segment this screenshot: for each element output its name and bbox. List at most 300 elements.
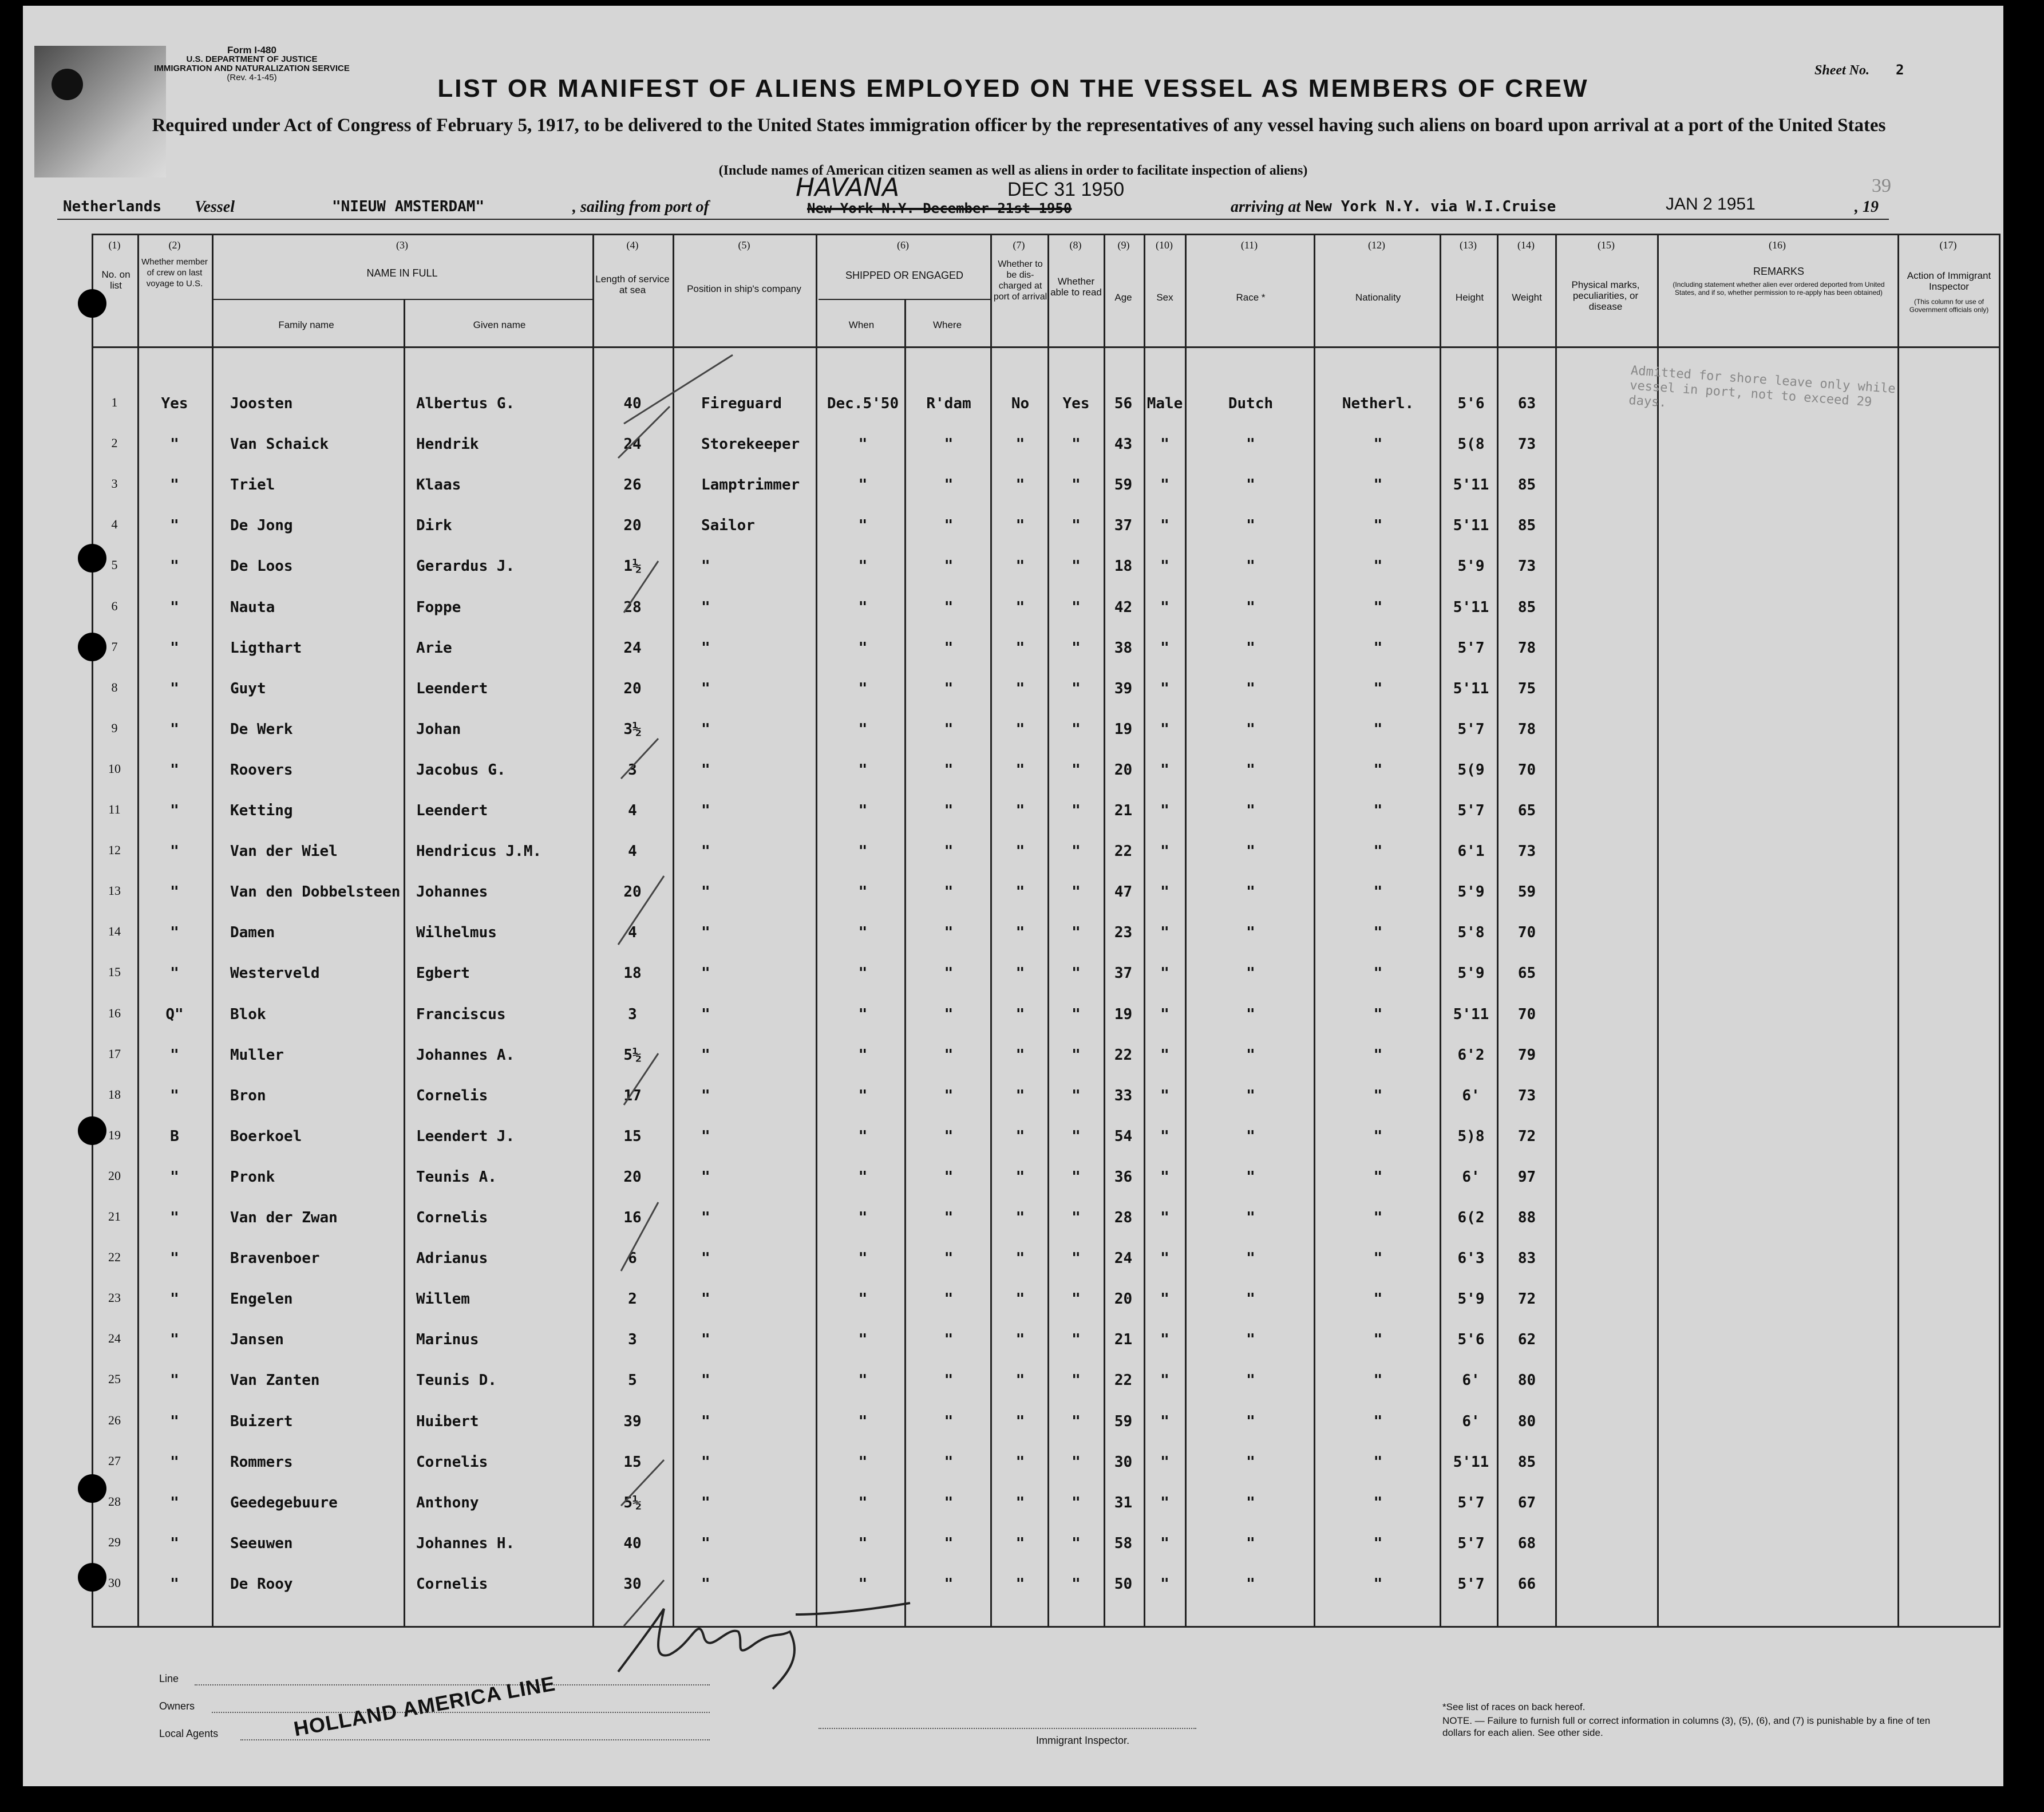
row-no: 13 — [108, 883, 121, 898]
row-race: " — [1246, 1534, 1255, 1552]
row-shipped-where: " — [944, 1087, 954, 1104]
row-shipped-when: " — [858, 639, 868, 657]
row-weight: 66 — [1517, 1575, 1536, 1593]
footer-owners-label: Owners — [159, 1700, 195, 1712]
row-sex: " — [1160, 1412, 1169, 1430]
row-discharged: " — [1015, 843, 1025, 860]
row-read: " — [1072, 1087, 1081, 1104]
row-given-name: Foppe — [416, 598, 461, 616]
row-shipped-when: Dec.5'50 — [827, 395, 899, 412]
row-discharged: " — [1015, 1127, 1025, 1145]
row-shipped-when: " — [858, 598, 868, 616]
row-sex: " — [1160, 436, 1169, 453]
row-no: 20 — [108, 1168, 121, 1183]
remarks-stamp: Admitted for shore leave only while vessel in port, not to exceed 29 days. — [1628, 364, 1896, 410]
row-family-name: Blok — [230, 1005, 266, 1023]
row-no: 8 — [111, 680, 118, 694]
row-discharged: " — [1015, 1168, 1025, 1186]
row-nationality: " — [1373, 1209, 1383, 1226]
row-service: 20 — [623, 1168, 642, 1186]
footer-agents-dots — [240, 1739, 710, 1740]
sheet-number-value: 2 — [1896, 62, 1904, 78]
row-given-name: Adrianus — [416, 1250, 488, 1268]
row-shipped-when: " — [858, 965, 868, 982]
row-position: Sailor — [701, 517, 755, 535]
row-sex: " — [1160, 1087, 1169, 1104]
row-discharged: " — [1015, 1534, 1025, 1552]
row-height: 5'11 — [1453, 680, 1489, 697]
row-nationality: " — [1373, 1290, 1383, 1308]
row-shipped-where: " — [944, 598, 954, 616]
row-position: Lamptrimmer — [701, 476, 800, 494]
row-no: 15 — [108, 965, 121, 980]
row-age: 30 — [1114, 1453, 1133, 1471]
row-sex: " — [1160, 924, 1169, 942]
hdr-shipped-where: Where — [932, 319, 962, 330]
row-race: " — [1246, 1127, 1255, 1145]
hdr-remarks-sub: (Including statement whether alien ever ordered deported from United States, and if so, whether permission to re-apply has been obtained) — [1673, 281, 1885, 297]
row-family-name: Van den Dobbelsteen — [230, 883, 401, 901]
departure-port-handwritten: HAVANA — [796, 173, 900, 202]
row-family-name: Engelen — [230, 1290, 293, 1308]
hdr-height: Height — [1455, 292, 1484, 303]
row-shipped-when: " — [858, 436, 868, 453]
row-read: " — [1072, 761, 1081, 779]
row-shipped-where: " — [944, 1412, 954, 1430]
punch-hole — [78, 544, 106, 573]
row-nationality: " — [1373, 802, 1383, 819]
row-weight: 75 — [1517, 680, 1536, 697]
row-shipped-when: " — [858, 761, 868, 779]
row-service: 16 — [623, 1209, 642, 1226]
row-no: 9 — [111, 720, 118, 735]
row-given-name: Hendricus J.M. — [416, 843, 542, 860]
row-position: " — [701, 1005, 710, 1023]
row-given-name: Klaas — [416, 476, 461, 494]
row-family-name: De Rooy — [230, 1575, 293, 1593]
row-read: " — [1072, 720, 1081, 738]
column-number: (16) — [1769, 239, 1786, 251]
column-line — [904, 299, 906, 1627]
row-no: 27 — [108, 1453, 121, 1468]
row-family-name: Van der Wiel — [230, 843, 338, 860]
row-nationality: " — [1373, 476, 1383, 494]
row-weight: 70 — [1517, 924, 1536, 942]
row-race: " — [1246, 1087, 1255, 1104]
row-read: " — [1072, 843, 1081, 860]
row-weight: 78 — [1517, 639, 1536, 657]
row-race: " — [1246, 1412, 1255, 1430]
row-age: 37 — [1114, 965, 1133, 982]
row-weight: 73 — [1517, 843, 1536, 860]
row-no: 30 — [108, 1575, 121, 1590]
row-height: 6' — [1462, 1087, 1480, 1104]
row-prev-voyage: " — [170, 965, 179, 982]
row-height: 5'11 — [1453, 598, 1489, 616]
row-given-name: Wilhelmus — [416, 924, 497, 942]
flag-country: Netherlands — [63, 198, 162, 215]
column-line — [990, 235, 992, 1627]
row-read: " — [1072, 1168, 1081, 1186]
vessel-name: "NIEUW AMSTERDAM" — [332, 198, 485, 215]
row-prev-voyage: " — [170, 843, 179, 860]
row-weight: 83 — [1517, 1250, 1536, 1268]
row-prev-voyage: " — [170, 1290, 179, 1308]
row-race: " — [1246, 476, 1255, 494]
row-race: " — [1246, 1453, 1255, 1471]
pen-marks — [595, 344, 778, 1672]
row-service: 5½ — [623, 1046, 642, 1064]
row-position: " — [701, 1372, 710, 1389]
row-shipped-where: " — [944, 883, 954, 901]
row-family-name: Roovers — [230, 761, 293, 779]
row-given-name: Johan — [416, 720, 461, 738]
row-weight: 67 — [1517, 1494, 1536, 1511]
row-race: " — [1246, 1005, 1255, 1023]
row-prev-voyage: " — [170, 680, 179, 697]
row-prev-voyage: " — [170, 639, 179, 657]
row-shipped-where: " — [944, 802, 954, 819]
row-weight: 78 — [1517, 720, 1536, 738]
row-no: 17 — [108, 1046, 121, 1061]
row-shipped-when: " — [858, 1005, 868, 1023]
row-shipped-where: " — [944, 1372, 954, 1389]
column-number: (1) — [108, 239, 121, 251]
row-position: " — [701, 1046, 710, 1064]
row-read: " — [1072, 1331, 1081, 1349]
row-sex: " — [1160, 1453, 1169, 1471]
row-given-name: Gerardus J. — [416, 558, 515, 575]
row-given-name: Albertus G. — [416, 395, 515, 412]
row-weight: 62 — [1517, 1331, 1536, 1349]
row-discharged: " — [1015, 720, 1025, 738]
row-read: " — [1072, 1250, 1081, 1268]
form-number: Form I-480 — [227, 45, 276, 56]
row-sex: " — [1160, 639, 1169, 657]
row-discharged: " — [1015, 436, 1025, 453]
row-weight: 65 — [1517, 965, 1536, 982]
row-prev-voyage: " — [170, 1250, 179, 1268]
row-read: " — [1072, 1372, 1081, 1389]
row-shipped-when: " — [858, 1290, 868, 1308]
row-nationality: " — [1373, 1250, 1383, 1268]
row-sex: " — [1160, 598, 1169, 616]
row-shipped-where: " — [944, 517, 954, 535]
row-discharged: " — [1015, 476, 1025, 494]
row-prev-voyage: " — [170, 1494, 179, 1511]
row-nationality: " — [1373, 517, 1383, 535]
row-race: " — [1246, 965, 1255, 982]
row-no: 26 — [108, 1412, 121, 1427]
row-weight: 63 — [1517, 395, 1536, 412]
row-position: " — [701, 1412, 710, 1430]
form-dept: U.S. DEPARTMENT OF JUSTICE — [186, 54, 318, 64]
row-position: Fireguard — [701, 395, 782, 412]
row-discharged: " — [1015, 680, 1025, 697]
form-rev: (Rev. 4-1-45) — [227, 73, 277, 82]
row-height: 5(9 — [1457, 761, 1485, 779]
races-note: *See list of races on back hereof. — [1442, 1702, 1586, 1712]
hdr-prev-voyage: Whether member of crew on last voyage to U.S. — [141, 257, 208, 289]
row-race: " — [1246, 1046, 1255, 1064]
row-given-name: Johannes A. — [416, 1046, 515, 1064]
row-race: " — [1246, 1494, 1255, 1511]
row-shipped-when: " — [858, 1534, 868, 1552]
row-shipped-when: " — [858, 1453, 868, 1471]
hdr-position: Position in ship's company — [687, 283, 801, 294]
hdr-physical: Physical marks, peculiarities, or disease — [1571, 279, 1640, 312]
row-service: 24 — [623, 436, 642, 453]
row-prev-voyage: " — [170, 883, 179, 901]
row-age: 23 — [1114, 924, 1133, 942]
row-family-name: Seeuwen — [230, 1534, 293, 1552]
row-family-name: Van Schaick — [230, 436, 329, 453]
row-no: 21 — [108, 1209, 121, 1223]
row-family-name: Westerveld — [230, 965, 320, 982]
row-nationality: " — [1373, 436, 1383, 453]
row-nationality: " — [1373, 1331, 1383, 1349]
column-line — [92, 235, 93, 1627]
column-line — [1440, 235, 1441, 1627]
row-weight: 73 — [1517, 558, 1536, 575]
row-no: 4 — [111, 517, 118, 532]
row-service: 39 — [623, 1412, 642, 1430]
row-height: 6' — [1462, 1372, 1480, 1389]
row-position: " — [701, 558, 710, 575]
row-service: 20 — [623, 517, 642, 535]
column-number: (17) — [1939, 239, 1957, 251]
row-height: 5'11 — [1453, 1453, 1489, 1471]
row-shipped-where: " — [944, 1046, 954, 1064]
row-age: 59 — [1114, 1412, 1133, 1430]
row-shipped-where: " — [944, 680, 954, 697]
row-sex: " — [1160, 1168, 1169, 1186]
row-service: 30 — [623, 1575, 642, 1593]
row-race: " — [1246, 558, 1255, 575]
struck-departure: New York N.Y. December 21st 1950 — [807, 200, 1072, 216]
row-no: 29 — [108, 1534, 121, 1549]
row-nationality: " — [1373, 1168, 1383, 1186]
row-family-name: De Werk — [230, 720, 293, 738]
row-discharged: " — [1015, 1372, 1025, 1389]
row-family-name: Van Zanten — [230, 1372, 320, 1389]
row-nationality: " — [1373, 843, 1383, 860]
row-position: " — [701, 1250, 710, 1268]
row-discharged: " — [1015, 598, 1025, 616]
row-height: 6' — [1462, 1168, 1480, 1186]
row-weight: 72 — [1517, 1127, 1536, 1145]
row-weight: 68 — [1517, 1534, 1536, 1552]
row-weight: 80 — [1517, 1372, 1536, 1389]
row-service: 4 — [628, 924, 637, 942]
row-sex: Male — [1146, 395, 1183, 412]
column-number: (5) — [738, 239, 750, 251]
row-age: 21 — [1114, 1331, 1133, 1349]
row-position: " — [701, 1290, 710, 1308]
manifest-sheet — [23, 6, 2003, 1786]
row-shipped-when: " — [858, 517, 868, 535]
row-sex: " — [1160, 1005, 1169, 1023]
row-family-name: Van der Zwan — [230, 1209, 338, 1226]
row-service: 5 — [628, 1372, 637, 1389]
row-shipped-where: " — [944, 720, 954, 738]
row-age: 18 — [1114, 558, 1133, 575]
row-read: " — [1072, 639, 1081, 657]
row-family-name: Boerkoel — [230, 1127, 302, 1145]
row-read: " — [1072, 924, 1081, 942]
row-age: 36 — [1114, 1168, 1133, 1186]
row-no: 5 — [111, 558, 118, 573]
row-family-name: Bron — [230, 1087, 266, 1104]
row-no: 11 — [108, 802, 121, 816]
row-read: " — [1072, 802, 1081, 819]
row-position: Storekeeper — [701, 436, 800, 453]
row-position: " — [701, 802, 710, 819]
penalty-note: NOTE. — Failure to furnish full or correct information in columns (3), (5), (6), and (7) is punishable by a fine of ten dollars for each alien. See other side. — [1442, 1715, 1931, 1738]
column-number: (9) — [1117, 239, 1130, 251]
row-given-name: Hendrik — [416, 436, 479, 453]
row-sex: " — [1160, 680, 1169, 697]
row-shipped-where: " — [944, 1290, 954, 1308]
row-weight: 85 — [1517, 476, 1536, 494]
row-sex: " — [1160, 1372, 1169, 1389]
row-family-name: Buizert — [230, 1412, 293, 1430]
row-nationality: Netherl. — [1342, 395, 1414, 412]
row-given-name: Johannes — [416, 883, 488, 901]
row-discharged: " — [1015, 1331, 1025, 1349]
row-no: 1 — [111, 395, 118, 409]
holland-america-stamp: HOLLAND AMERICA LINE — [292, 1671, 558, 1741]
table-bottom-border — [92, 1626, 2000, 1628]
row-prev-voyage: " — [170, 1331, 179, 1349]
row-age: 39 — [1114, 680, 1133, 697]
row-given-name: Marinus — [416, 1331, 479, 1349]
row-shipped-when: " — [858, 802, 868, 819]
row-shipped-when: " — [858, 1494, 868, 1511]
row-family-name: Geedegebuure — [230, 1494, 338, 1511]
row-weight: 73 — [1517, 1087, 1536, 1104]
row-service: 40 — [623, 395, 642, 412]
row-age: 56 — [1114, 395, 1133, 412]
row-given-name: Willem — [416, 1290, 470, 1308]
row-prev-voyage: " — [170, 1534, 179, 1552]
sailing-label: , sailing from port of — [572, 198, 709, 216]
row-sex: " — [1160, 1046, 1169, 1064]
row-service: 3 — [628, 761, 637, 779]
hdr-remarks: REMARKS — [1753, 266, 1804, 277]
row-service: 1½ — [623, 558, 642, 575]
row-sex: " — [1160, 843, 1169, 860]
row-read: " — [1072, 883, 1081, 901]
row-sex: " — [1160, 883, 1169, 901]
row-race: " — [1246, 883, 1255, 901]
row-age: 47 — [1114, 883, 1133, 901]
row-shipped-where: " — [944, 1127, 954, 1145]
row-given-name: Cornelis — [416, 1453, 488, 1471]
column-line — [1897, 235, 1899, 1627]
row-shipped-where: " — [944, 1494, 954, 1511]
row-position: " — [701, 1534, 710, 1552]
row-discharged: " — [1015, 1575, 1025, 1593]
row-family-name: Triel — [230, 476, 275, 494]
row-age: 24 — [1114, 1250, 1133, 1268]
row-weight: 79 — [1517, 1046, 1536, 1064]
row-given-name: Johannes H. — [416, 1534, 515, 1552]
row-read: Yes — [1062, 395, 1090, 412]
row-age: 22 — [1114, 1046, 1133, 1064]
row-nationality: " — [1373, 598, 1383, 616]
hdr-shipped-when: When — [848, 319, 875, 330]
row-nationality: " — [1373, 1372, 1383, 1389]
row-no: 6 — [111, 598, 118, 613]
row-age: 20 — [1114, 1290, 1133, 1308]
row-no: 25 — [108, 1372, 121, 1387]
row-given-name: Leendert — [416, 680, 488, 697]
row-height: 5'7 — [1457, 720, 1485, 738]
row-position: " — [701, 598, 710, 616]
row-shipped-when: " — [858, 1168, 868, 1186]
row-nationality: " — [1373, 1494, 1383, 1511]
row-sex: " — [1160, 802, 1169, 819]
row-given-name: Cornelis — [416, 1209, 488, 1226]
hdr-discharged: Whether to be dis-charged at port of arrival — [993, 259, 1047, 302]
row-discharged: " — [1015, 924, 1025, 942]
row-race: " — [1246, 1168, 1255, 1186]
row-service: 20 — [623, 883, 642, 901]
row-position: " — [701, 1127, 710, 1145]
row-weight: 85 — [1517, 1453, 1536, 1471]
row-nationality: " — [1373, 720, 1383, 738]
row-read: " — [1072, 1290, 1081, 1308]
row-nationality: " — [1373, 761, 1383, 779]
row-prev-voyage: " — [170, 720, 179, 738]
column-number: (7) — [1013, 239, 1025, 251]
row-shipped-where: " — [944, 1453, 954, 1471]
row-discharged: " — [1015, 883, 1025, 901]
row-shipped-when: " — [858, 1372, 868, 1389]
hdr-service: Length of service at sea — [595, 274, 670, 295]
row-age: 31 — [1114, 1494, 1133, 1511]
row-service: 5½ — [623, 1494, 642, 1511]
row-family-name: Damen — [230, 924, 275, 942]
row-nationality: " — [1373, 883, 1383, 901]
row-read: " — [1072, 517, 1081, 535]
row-discharged: " — [1015, 1412, 1025, 1430]
row-shipped-when: " — [858, 1250, 868, 1268]
row-height: 5'9 — [1457, 883, 1485, 901]
row-position: " — [701, 924, 710, 942]
row-sex: " — [1160, 1331, 1169, 1349]
row-read: " — [1072, 1534, 1081, 1552]
row-height: 5'7 — [1457, 639, 1485, 657]
row-age: 33 — [1114, 1087, 1133, 1104]
row-shipped-when: " — [858, 680, 868, 697]
row-service: 15 — [623, 1127, 642, 1145]
row-weight: 80 — [1517, 1412, 1536, 1430]
column-number: (4) — [626, 239, 639, 251]
row-nationality: " — [1373, 965, 1383, 982]
column-line — [212, 235, 214, 1627]
row-weight: 72 — [1517, 1290, 1536, 1308]
row-weight: 85 — [1517, 598, 1536, 616]
row-shipped-when: " — [858, 1331, 868, 1349]
row-no: 16 — [108, 1005, 121, 1020]
row-discharged: " — [1015, 761, 1025, 779]
row-age: 58 — [1114, 1534, 1133, 1552]
row-weight: 88 — [1517, 1209, 1536, 1226]
row-nationality: " — [1373, 1005, 1383, 1023]
row-race: " — [1246, 843, 1255, 860]
